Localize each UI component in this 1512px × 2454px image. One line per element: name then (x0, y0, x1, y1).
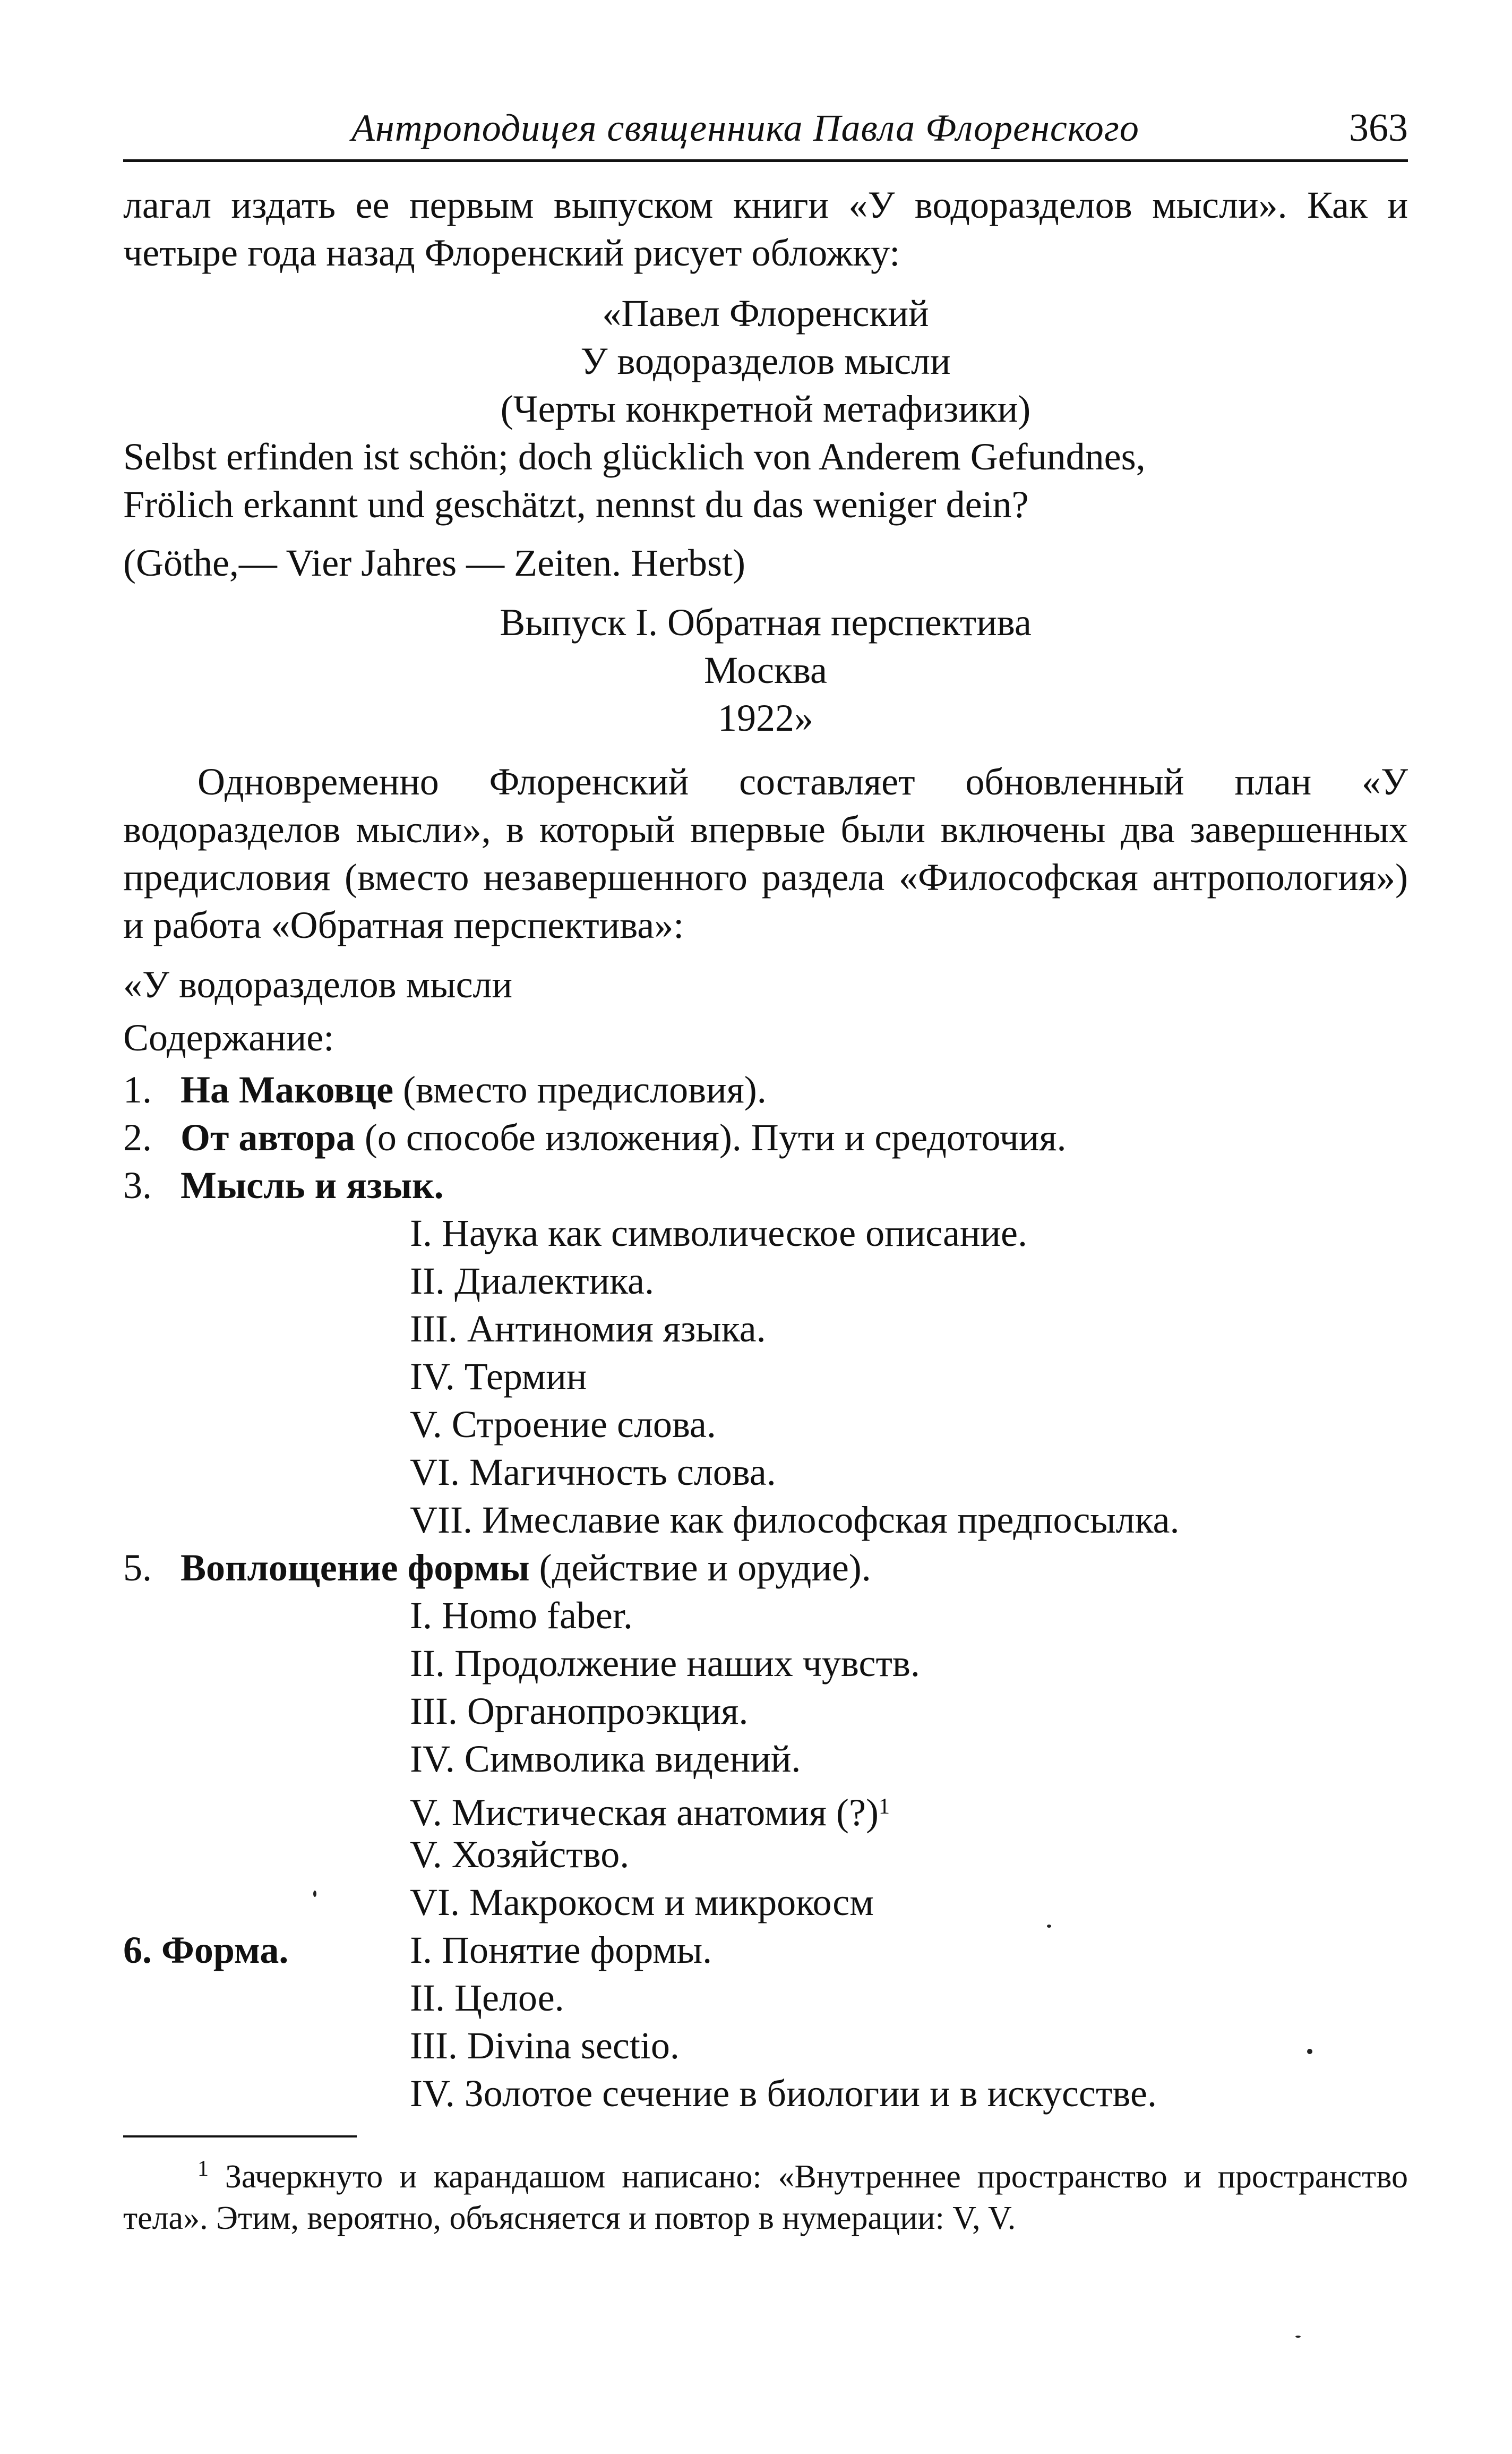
toc-item-number: 3. (123, 1164, 152, 1207)
toc-subitem: II. Продолжение наших чувств. (410, 1642, 920, 1685)
toc-subitem: IV. Золотое сечение в биологии и в искусстве. (410, 2072, 1157, 2115)
book-page (123, 101, 1408, 2239)
toc-subitem: IV. Символика видений. (410, 1738, 801, 1780)
issue-line: Москва (704, 649, 827, 691)
toc-subitem: I. Homo faber. (410, 1594, 633, 1637)
plan-subtitle: Содержание: (123, 1016, 334, 1059)
toc-item (123, 1544, 1408, 1592)
toc-item-number: 2. (123, 1116, 152, 1159)
toc-item-title: От автора (181, 1116, 355, 1159)
toc-subitem: VII. Имеславие как философская предпосылка. (410, 1499, 1180, 1541)
toc-item-title: 6. Форма. (123, 1929, 289, 1971)
footnote-text: Зачеркнуто и карандашом написано: «Внутреннее пространство и пространство тела». Этим, вероятно, объясняется и повтор в нумерации: V, V. (123, 2159, 1408, 2236)
toc-item (123, 1066, 1408, 1114)
footnote (123, 2148, 1408, 2239)
toc-item-title: Воплощение формы (181, 1546, 530, 1589)
toc-item-number: 5. (123, 1546, 152, 1589)
toc-subitem: III. Антиномия языка. (410, 1307, 766, 1350)
toc-subitem: III. Органопроэкция. (410, 1690, 749, 1732)
toc-item-title: На Маковце (181, 1068, 394, 1111)
issue-line: Выпуск I. Обратная перспектива (500, 601, 1032, 644)
toc-item-title: Мысль и язык. (181, 1164, 444, 1207)
toc-subitem: VI. Магичность слова. (410, 1451, 776, 1493)
epigraph-source: (Göthe,— Vier Jahres — Zeiten. Herbst) (123, 542, 746, 584)
toc-item (123, 1114, 1408, 1161)
toc-subitem: V. Хозяйство. (410, 1833, 630, 1876)
page-number: 363 (1349, 106, 1408, 150)
toc-subitem: II. Целое. (410, 1977, 564, 2019)
issue-line: 1922» (718, 697, 813, 739)
intro-paragraph: лагал издать ее первым выпуском книги «У водоразделов мысли». Как и четыре года назад Флоренский рисует обложку: (123, 184, 1408, 274)
toc-subitem: V. Строение слова. (410, 1403, 716, 1446)
toc-item-note: (действие и орудие). (529, 1546, 871, 1589)
scan-speck (313, 1891, 316, 1897)
cover-line: У водоразделов мысли (580, 340, 951, 382)
plan-title: «У водоразделов мысли (123, 963, 513, 1006)
cover-line: «Павел Флоренский (602, 292, 929, 335)
toc-subitem: 6. Форма. I. Понятие формы. (123, 1929, 712, 1971)
footnote-reference: 1 (878, 1794, 890, 1819)
epigraph-line: Frölich erkannt und geschätzt, nennst du das weniger dein? (123, 483, 1029, 526)
second-paragraph: Одновременно Флоренский составляет обновленный план «У водоразделов мысли», в который впервые были включены два завершенных предисловия (вместо незавершенного раздела «Философская антропология») и работа «Обратная перспектива»: (123, 760, 1408, 946)
scan-speck (1307, 2049, 1312, 2054)
toc-item (123, 1161, 1408, 1209)
footnote-rule (123, 2135, 357, 2137)
cover-line: (Черты конкретной метафизики) (500, 388, 1031, 430)
toc-subitem: II. Диалектика. (410, 1260, 654, 1302)
cover-description (123, 289, 1408, 742)
scan-speck (1295, 2336, 1301, 2338)
toc-subitem: VI. Макрокосм и микрокосм (410, 1881, 874, 1923)
toc-subitem: III. Divina sectio. (410, 2024, 680, 2067)
footnote-mark: 1 (197, 2157, 209, 2181)
toc-item-number: 1. (123, 1068, 152, 1111)
running-title: Антроподицея священника Павла Флоренского (351, 107, 1139, 149)
running-head (123, 101, 1408, 162)
toc-subitem: I. Наука как символическое описание. (410, 1212, 1027, 1254)
toc-subitem: V. Мистическая анатомия (?)$^1$ (410, 1791, 890, 1834)
toc-subitem: IV. Термин (410, 1355, 587, 1398)
toc-item-note: (о способе изложения). Пути и средоточия. (355, 1116, 1067, 1159)
scan-speck (1047, 1925, 1051, 1928)
epigraph-line: Selbst erfinden ist schön; doch glücklich von Anderem Gefundnes, (123, 435, 1146, 478)
toc-item-note: (вместо предисловия). (393, 1068, 767, 1111)
